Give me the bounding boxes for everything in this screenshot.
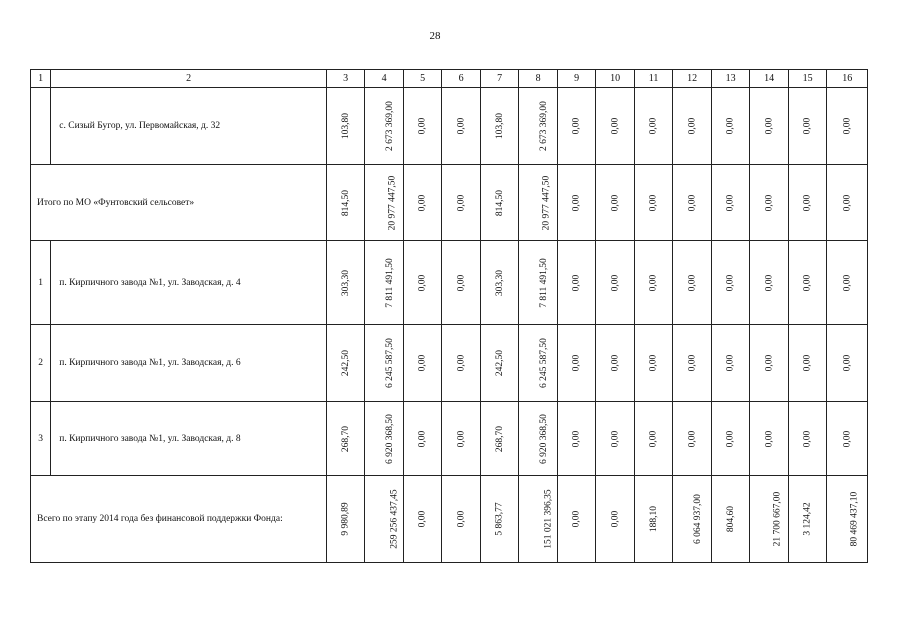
value-text: 303,30 [494,269,505,296]
value-cell [519,88,558,165]
value-cell [326,476,365,563]
value-text: 0,00 [417,430,428,447]
value-cell [326,88,365,165]
value-cell [788,165,827,241]
value-cell [788,88,827,165]
total-row [31,476,868,563]
value-cell [557,241,596,325]
column-number-header: 11 [634,70,673,88]
value-text: 0,00 [610,274,621,291]
value-cell [711,325,750,402]
value-cell [827,241,868,325]
value-text: 242,50 [494,349,505,377]
table-row [31,88,868,165]
column-number-header: 4 [365,70,404,88]
value-text: 0,00 [610,117,621,135]
table-body [31,70,868,563]
value-cell [480,476,519,563]
value-text: 242,50 [340,349,351,377]
value-cell [788,325,827,402]
value-text: 2 673 369,00 [385,101,396,151]
value-text: 0,00 [648,354,659,372]
column-number-header: 3 [326,70,365,88]
value-cell [673,241,712,325]
value-text: 0,00 [687,274,698,291]
value-cell [365,476,404,563]
value-text: 0,00 [648,274,659,291]
column-number-header: 10 [596,70,635,88]
column-number-header: 9 [557,70,596,88]
value-cell [673,325,712,402]
value-text: 0,00 [456,194,467,211]
value-text: 0,00 [456,430,467,447]
value-text: 0,00 [417,510,428,528]
value-cell [519,402,558,476]
value-cell [480,402,519,476]
value-cell [750,402,789,476]
value-text: 814,50 [494,189,505,216]
value-text: 6 920 368,50 [539,413,550,464]
value-cell [711,241,750,325]
value-text: 188,10 [648,505,659,533]
value-text: 0,00 [725,274,736,291]
value-cell [403,241,442,325]
value-cell [750,476,789,563]
column-number-header: 2 [51,70,327,88]
value-text: 5 863,77 [494,502,505,536]
value-cell [596,241,635,325]
column-number-header: 13 [711,70,750,88]
value-text: 303,30 [340,269,351,296]
value-text: 0,00 [842,354,853,372]
value-text: 151 021 396,35 [544,489,555,549]
value-cell [403,88,442,165]
value-cell [403,402,442,476]
value-cell [365,402,404,476]
value-text: 0,00 [687,194,698,211]
value-cell [596,476,635,563]
value-cell [711,88,750,165]
value-text: 0,00 [802,117,813,135]
column-number-header: 1 [31,70,51,88]
value-text: 0,00 [802,274,813,291]
value-text: 0,00 [842,117,853,135]
value-text: 268,70 [340,425,351,452]
value-text: 0,00 [610,354,621,372]
total-label-cell: Итого по МО «Фунтовский сельсовет» [31,165,327,241]
value-text: 0,00 [417,194,428,211]
value-cell [442,165,481,241]
value-text: 0,00 [610,510,621,528]
address-cell: п. Кирпичного завода №1, ул. Заводская, д. 6 [51,325,327,402]
value-text: 7 811 491,50 [385,257,396,308]
value-text: 0,00 [842,194,853,211]
value-cell [788,241,827,325]
value-cell [634,241,673,325]
value-cell [557,165,596,241]
total-row [31,165,868,241]
column-number-header: 6 [442,70,481,88]
value-text: 0,00 [687,117,698,135]
column-number-header: 12 [673,70,712,88]
value-text: 259 256 437,45 [390,489,401,549]
value-text: 0,00 [648,117,659,135]
column-number-header: 7 [480,70,519,88]
value-text: 0,00 [764,117,775,135]
value-text: 0,00 [764,354,775,372]
value-cell [634,165,673,241]
value-text: 0,00 [571,274,582,291]
value-cell [557,402,596,476]
value-cell [403,325,442,402]
value-text: 0,00 [802,354,813,372]
value-cell [365,165,404,241]
value-cell [596,165,635,241]
data-table [30,69,868,563]
value-text: 0,00 [842,430,853,447]
table-row [31,402,868,476]
value-text: 804,60 [725,505,736,533]
value-text: 0,00 [456,274,467,291]
value-cell [596,88,635,165]
value-text: 0,00 [417,274,428,291]
value-cell [365,88,404,165]
value-cell [827,476,868,563]
value-cell [827,165,868,241]
value-text: 814,50 [340,189,351,216]
value-text: 20 977 447,50 [387,175,398,230]
value-cell [788,402,827,476]
value-text: 0,00 [725,117,736,135]
value-cell [326,402,365,476]
value-text: 0,00 [687,430,698,447]
value-text: 103,80 [494,112,505,140]
value-text: 0,00 [687,354,698,372]
value-cell [750,88,789,165]
value-text: 0,00 [456,117,467,135]
total-label-cell: Всего по этапу 2014 года без финансовой поддержки Фонда: [31,476,327,563]
value-cell [519,165,558,241]
value-text: 0,00 [764,194,775,211]
value-text: 268,70 [494,425,505,452]
value-text: 0,00 [842,274,853,291]
row-number-cell: 1 [31,241,51,325]
value-cell [557,325,596,402]
value-cell [442,241,481,325]
value-cell [480,88,519,165]
value-text: 0,00 [571,354,582,372]
value-text: 6 245 587,50 [385,338,396,388]
value-text: 3 124,42 [802,502,813,536]
value-text: 0,00 [648,194,659,211]
value-text: 0,00 [764,430,775,447]
table-row [31,325,868,402]
value-text: 6 064 937,00 [693,494,704,544]
value-cell [326,241,365,325]
value-text: 103,80 [340,112,351,140]
value-cell [480,325,519,402]
address-cell: с. Сизый Бугор, ул. Первомайская, д. 32 [51,88,327,165]
value-cell [519,241,558,325]
value-cell [403,476,442,563]
value-cell [827,325,868,402]
value-cell [827,402,868,476]
value-text: 0,00 [648,430,659,447]
value-text: 9 980,89 [340,502,351,536]
value-text: 0,00 [417,354,428,372]
value-cell [750,241,789,325]
value-cell [711,476,750,563]
value-cell [326,165,365,241]
column-number-header: 14 [750,70,789,88]
value-cell [442,325,481,402]
value-cell [442,88,481,165]
column-number-header: 5 [403,70,442,88]
value-cell [326,325,365,402]
column-number-header: 16 [827,70,868,88]
value-cell [827,88,868,165]
value-text: 6 245 587,50 [539,338,550,388]
value-text: 0,00 [764,274,775,291]
value-cell [673,476,712,563]
value-cell [403,165,442,241]
value-text: 6 920 368,50 [385,413,396,464]
value-text: 0,00 [802,194,813,211]
value-cell [750,165,789,241]
value-cell [442,476,481,563]
value-cell [557,476,596,563]
row-number-cell: 3 [31,402,51,476]
value-cell [673,165,712,241]
value-cell [442,402,481,476]
page-number: 28 [429,30,441,42]
value-cell [596,325,635,402]
value-cell [634,325,673,402]
value-text: 0,00 [571,430,582,447]
value-text: 0,00 [571,117,582,135]
row-number-cell: 2 [31,325,51,402]
value-cell [750,325,789,402]
value-text: 0,00 [725,194,736,211]
value-cell [788,476,827,563]
value-cell [634,402,673,476]
value-cell [519,476,558,563]
value-text: 20 977 447,50 [541,175,552,230]
value-cell [557,88,596,165]
value-cell [480,165,519,241]
value-cell [634,88,673,165]
column-number-row [31,70,868,88]
column-number-header: 8 [519,70,558,88]
value-text: 0,00 [571,510,582,528]
value-cell [365,241,404,325]
value-cell [519,325,558,402]
value-text: 0,00 [456,354,467,372]
value-text: 0,00 [725,430,736,447]
value-text: 0,00 [725,354,736,372]
value-cell [480,241,519,325]
value-cell [711,402,750,476]
value-text: 0,00 [456,510,467,528]
value-cell [673,88,712,165]
value-cell [365,325,404,402]
value-text: 80 469 437,10 [849,491,860,547]
value-text: 0,00 [610,194,621,211]
value-text: 2 673 369,00 [539,101,550,151]
address-cell: п. Кирпичного завода №1, ул. Заводская, д. 8 [51,402,327,476]
value-cell [596,402,635,476]
value-text: 7 811 491,50 [539,257,550,308]
table-row [31,241,868,325]
value-text: 0,00 [802,430,813,447]
value-cell [673,402,712,476]
address-cell: п. Кирпичного завода №1, ул. Заводская, д. 4 [51,241,327,325]
value-cell [711,165,750,241]
value-cell [634,476,673,563]
column-number-header: 15 [788,70,827,88]
value-text: 21 700 667,00 [772,491,783,547]
value-text: 0,00 [417,117,428,135]
value-text: 0,00 [610,430,621,447]
value-text: 0,00 [571,194,582,211]
row-number-cell [31,88,51,165]
